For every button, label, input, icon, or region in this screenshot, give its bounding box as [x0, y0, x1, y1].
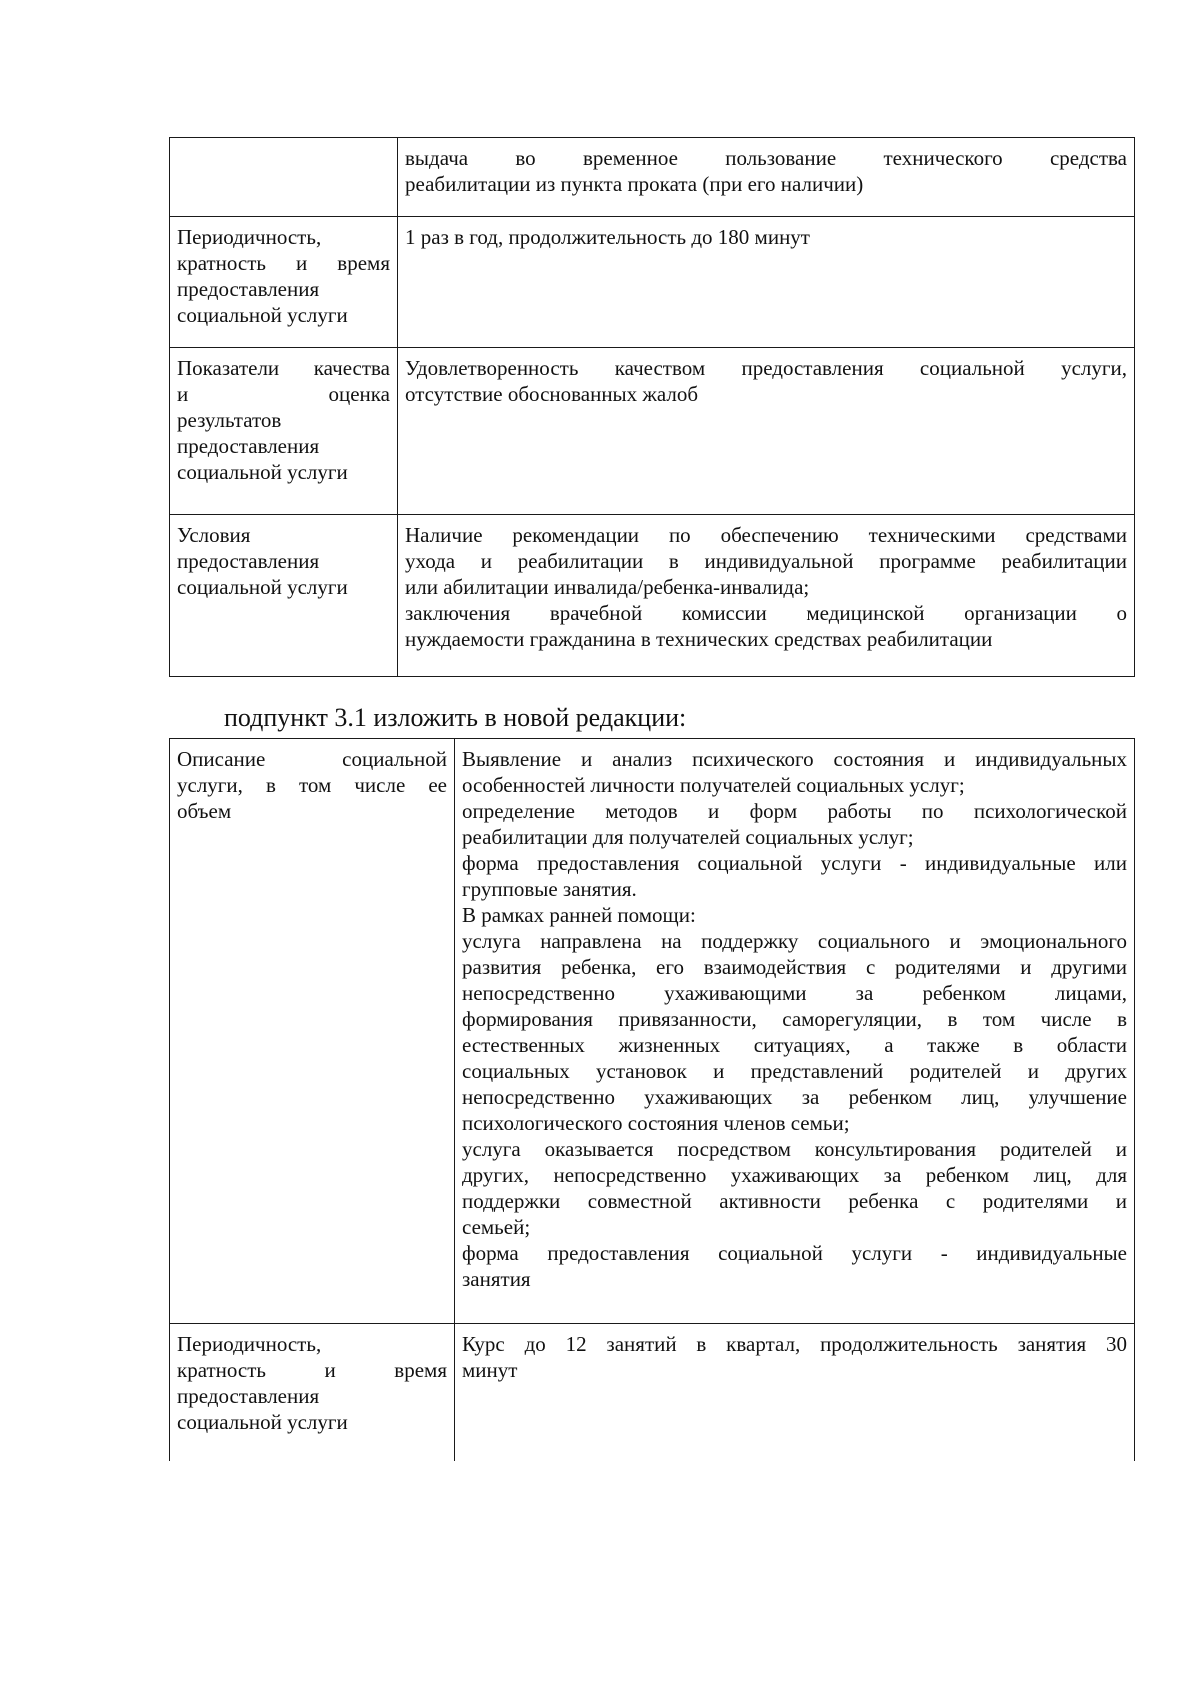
row-value-line: форма предоставления социальной услуги - индивидуальные или — [462, 851, 1127, 875]
table-2-body — [170, 739, 1135, 1461]
row-label-line: социальной услуги — [177, 575, 348, 599]
row-value-line: занятия — [462, 1267, 531, 1291]
row-value-line: Курс до 12 занятий в квартал, продолжительность занятия 30 — [462, 1332, 1127, 1356]
row-label-line: социальной услуги — [177, 1410, 348, 1434]
row-value-line: отсутствие обоснованных жалоб — [405, 382, 699, 406]
row-value-line: выдача во временное пользование технического средства — [405, 146, 1127, 170]
row-value-line: естественных жизненных ситуациях, а также в области — [462, 1033, 1127, 1057]
table-row — [170, 1324, 1135, 1461]
row-value-line: психологического состояния членов семьи; — [462, 1111, 850, 1135]
row-label-cell — [170, 217, 398, 348]
row-value-line: или абилитации инвалида/ребенка-инвалида; — [405, 575, 810, 599]
row-label-line: социальной услуги — [177, 303, 348, 327]
row-value-line: реабилитации для получателей социальных услуг; — [462, 825, 914, 849]
row-label-line: результатов — [177, 408, 282, 432]
row-value-line: 1 раз в год, продолжительность до 180 минут — [405, 225, 810, 249]
row-label-line: кратность и время — [177, 251, 390, 275]
row-label-line: Периодичность, — [177, 225, 322, 249]
row-value-line: услуга оказывается посредством консультирования родителей и — [462, 1137, 1127, 1161]
row-value-cell — [455, 739, 1135, 1324]
row-value-line: групповые занятия. — [462, 877, 637, 901]
table-row — [170, 217, 1135, 348]
row-value-line: минут — [462, 1358, 518, 1382]
row-label-line: Описание социальной — [177, 747, 447, 771]
row-label-line: Условия — [177, 523, 251, 547]
row-value-cell — [398, 138, 1135, 217]
table-row — [170, 348, 1135, 515]
table-row — [170, 739, 1135, 1324]
row-value-line: особенностей личности получателей социальных услуг; — [462, 773, 965, 797]
row-value-cell — [455, 1324, 1135, 1461]
row-value-line: развития ребенка, его взаимодействия с родителями и другими — [462, 955, 1127, 979]
row-value-line: В рамках ранней помощи: — [462, 903, 696, 927]
row-value-line: социальных установок и представлений родителей и других — [462, 1059, 1127, 1083]
row-label-cell — [170, 739, 455, 1324]
row-value-cell — [398, 217, 1135, 348]
row-value-line: Наличие рекомендации по обеспечению техническими средствами — [405, 523, 1127, 547]
row-label-line: социальной услуги — [177, 460, 348, 484]
row-value-line: реабилитации из пункта проката (при его наличии) — [405, 172, 864, 196]
row-value-line: нуждаемости гражданина в технических средствах реабилитации — [405, 627, 993, 651]
row-label-cell — [170, 515, 398, 677]
table-row — [170, 138, 1135, 217]
row-value-cell — [398, 515, 1135, 677]
row-value-line: поддержки совместной активности ребенка с родителями и — [462, 1189, 1127, 1213]
row-value-line: заключения врачебной комиссии медицинской организации о — [405, 601, 1127, 625]
subheading: подпункт 3.1 изложить в новой редакции: — [224, 703, 687, 732]
row-value-line: определение методов и форм работы по психологической — [462, 799, 1127, 823]
row-label-cell — [170, 1324, 455, 1461]
row-value-line: ухода и реабилитации в индивидуальной программе реабилитации — [405, 549, 1127, 573]
service-table-3-1 — [169, 738, 1135, 1461]
row-label-line: предоставления — [177, 1384, 320, 1408]
row-label-line: объем — [177, 799, 232, 823]
row-value-line: Выявление и анализ психического состояния и индивидуальных — [462, 747, 1127, 771]
row-value-cell — [398, 348, 1135, 515]
row-label-cell — [170, 348, 398, 515]
row-label-line: и оценка — [177, 382, 390, 406]
row-value-line: Удовлетворенность качеством предоставления социальной услуги, — [405, 356, 1127, 380]
service-table-continued — [169, 137, 1135, 677]
row-label-cell — [170, 138, 398, 217]
table-row — [170, 515, 1135, 677]
row-label-line: услуги, в том числе ее — [177, 773, 447, 797]
row-label-line: Показатели качества — [177, 356, 390, 380]
row-value-line: непосредственно ухаживающими за ребенком лицами, — [462, 981, 1127, 1005]
row-value-line: услуга направлена на поддержку социального и эмоционального — [462, 929, 1127, 953]
row-label-line: предоставления — [177, 549, 320, 573]
row-value-line: форма предоставления социальной услуги - индивидуальные — [462, 1241, 1127, 1265]
row-value-line: формирования привязанности, саморегуляции, в том числе в — [462, 1007, 1127, 1031]
row-label-line: кратность и время — [177, 1358, 447, 1382]
row-label-line: предоставления — [177, 434, 320, 458]
row-label-line: предоставления — [177, 277, 320, 301]
table-1-body — [170, 138, 1135, 677]
row-value-line: непосредственно ухаживающих за ребенком лиц, улучшение — [462, 1085, 1127, 1109]
row-value-line: семьей; — [462, 1215, 531, 1239]
row-label-line: Периодичность, — [177, 1332, 322, 1356]
row-value-line: других, непосредственно ухаживающих за ребенком лиц, для — [462, 1163, 1127, 1187]
